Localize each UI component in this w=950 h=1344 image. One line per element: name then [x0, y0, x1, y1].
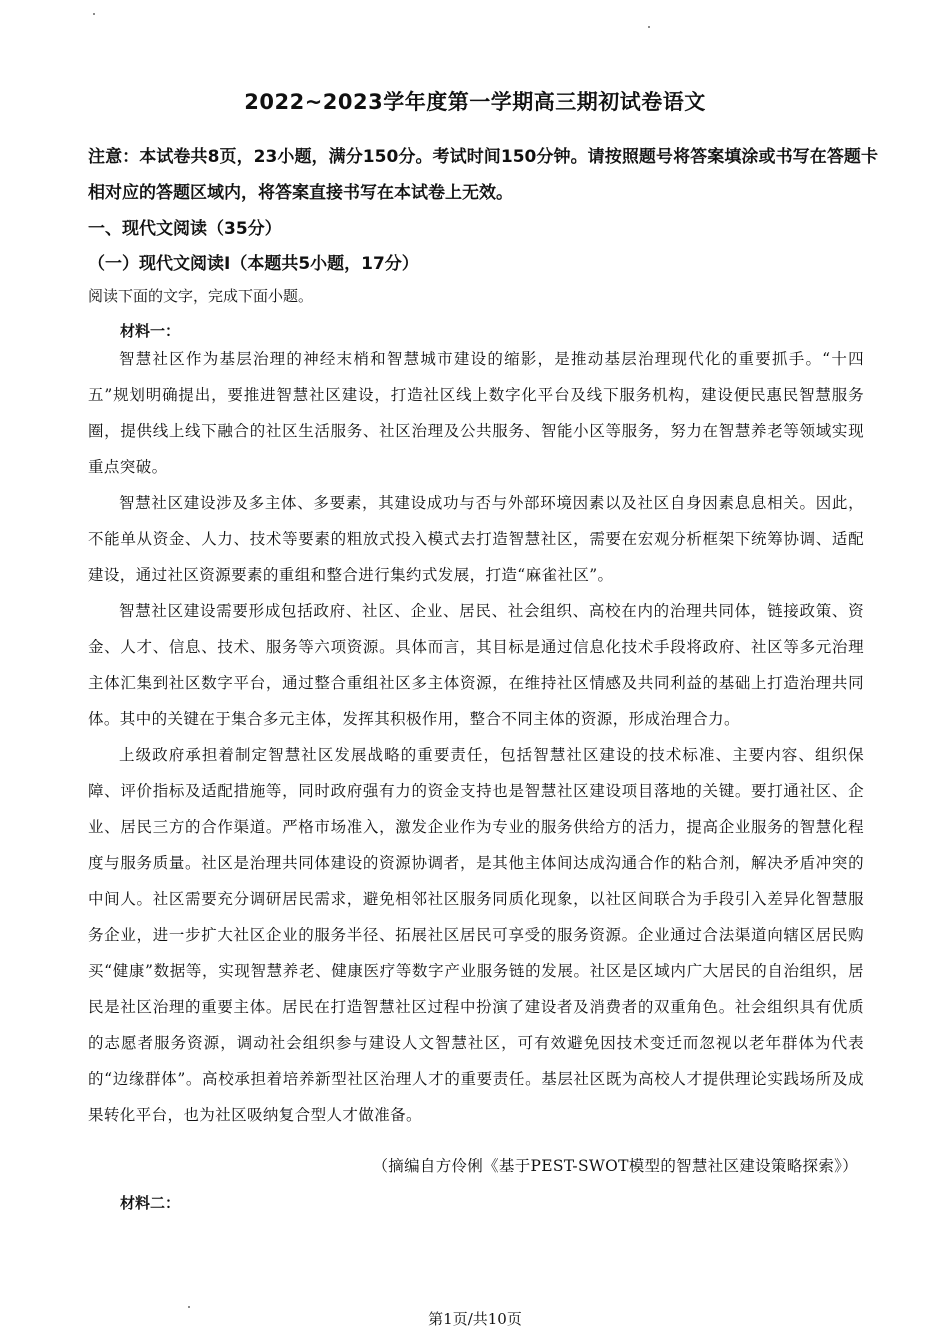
exam-notice: 注意：本试卷共8页，23小题，满分150分。考试时间150分钟。请按照题号将答案填涂或书写在答题卡相对应的答题区域内，将答案直接书写在本试卷上无效。 [88, 147, 878, 203]
paragraph: 智慧社区建设涉及多主体、多要素，其建设成功与否与外部环境因素以及社区自身因素息息相关。因此，不能单从资金、人力、技术等要素的粗放式投入模式去打造智慧社区，需要在宏观分析框架下统筹协调、适配建设，通过社区资源要素的重组和整合进行集约式发展，打造“麻雀社区”。 [88, 494, 864, 584]
scan-speck [93, 13, 95, 15]
paragraph: 智慧社区作为基层治理的神经末梢和智慧城市建设的缩影，是推动基层治理现代化的重要抓手。“十四五”规划明确提出，要推进智慧社区建设，打造社区线上数字化平台及线下服务机构，建设便民惠民智慧服务圈，提供线上线下融合的社区生活服务、社区治理及公共服务、智能小区等服务，努力在智慧养老等领域实现重点突破。 [88, 350, 864, 476]
material-two-label: 材料二： [120, 1194, 181, 1212]
paragraph: 上级政府承担着制定智慧社区发展战略的重要责任，包括智慧社区建设的技术标准、主要内容、组织保障、评价指标及适配措施等，同时政府强有力的资金支持也是智慧社区建设项目落地的关键。要打通社区、企业、居民三方的合作渠道。严格市场准入，激发企业作为专业的服务供给方的活力，提高企业服务的智慧化程度与服务质量。社区是治理共同体建设的资源协调者，是其他主体间达成沟通合作的粘合剂，解决矛盾冲突的中间人。社区需要充分调研居民需求，避免相邻社区服务同质化现象，以社区间联合为手段引入差异化智慧服务企业，进一步扩大社区企业的服务半径、拓展社区居民可享受的服务资源。企业通过合法渠道向辖区居民购买“健康”数据等，实现智慧养老、健康医疗等数字产业服务链的发展。社区是区域内广大居民的自治组织，居民是社区治理的重要主体。居民在打造智慧社区过程中扮演了建设者及消费者的双重角色。社会组织具有优质的志愿者服务资源，调动社会组织参与建设人文智慧社区，可有效避免因技术变迁而忽视以老年群体为代表的“边缘群体”。高校承担着培养新型社区治理人才的重要责任。基层社区既为高校人才提供理论实践场所及成果转化平台，也为社区吸纳复合型人才做准备。 [88, 746, 864, 1124]
material-one-label: 材料一： [120, 322, 181, 340]
exam-title: 2022~2023学年度第一学期高三期初试卷语文 [244, 90, 706, 114]
material-one-body [88, 341, 864, 1133]
page-footer: 第1页/共10页 [428, 1310, 522, 1328]
source-citation: （摘编自方伶俐《基于PEST-SWOT模型的智慧社区建设策略探索》） [372, 1157, 858, 1175]
subsection-title: （一）现代文阅读Ⅰ（本题共5小题，17分） [88, 254, 419, 274]
scan-speck [648, 26, 650, 28]
paragraph: 智慧社区建设需要形成包括政府、社区、企业、居民、社会组织、高校在内的治理共同体，链接政策、资金、人才、信息、技术、服务等六项资源。具体而言，其目标是通过信息化技术手段将政府、社区等多元治理主体汇集到社区数字平台，通过整合重组社区多主体资源，在维持社区情感及共同利益的基础上打造治理共同体。其中的关键在于集合多元主体，发挥其积极作用，整合不同主体的资源，形成治理合力。 [88, 602, 864, 728]
section-title: 一、现代文阅读（35分） [88, 219, 282, 239]
reading-instruction: 阅读下面的文字，完成下面小题。 [88, 287, 314, 305]
